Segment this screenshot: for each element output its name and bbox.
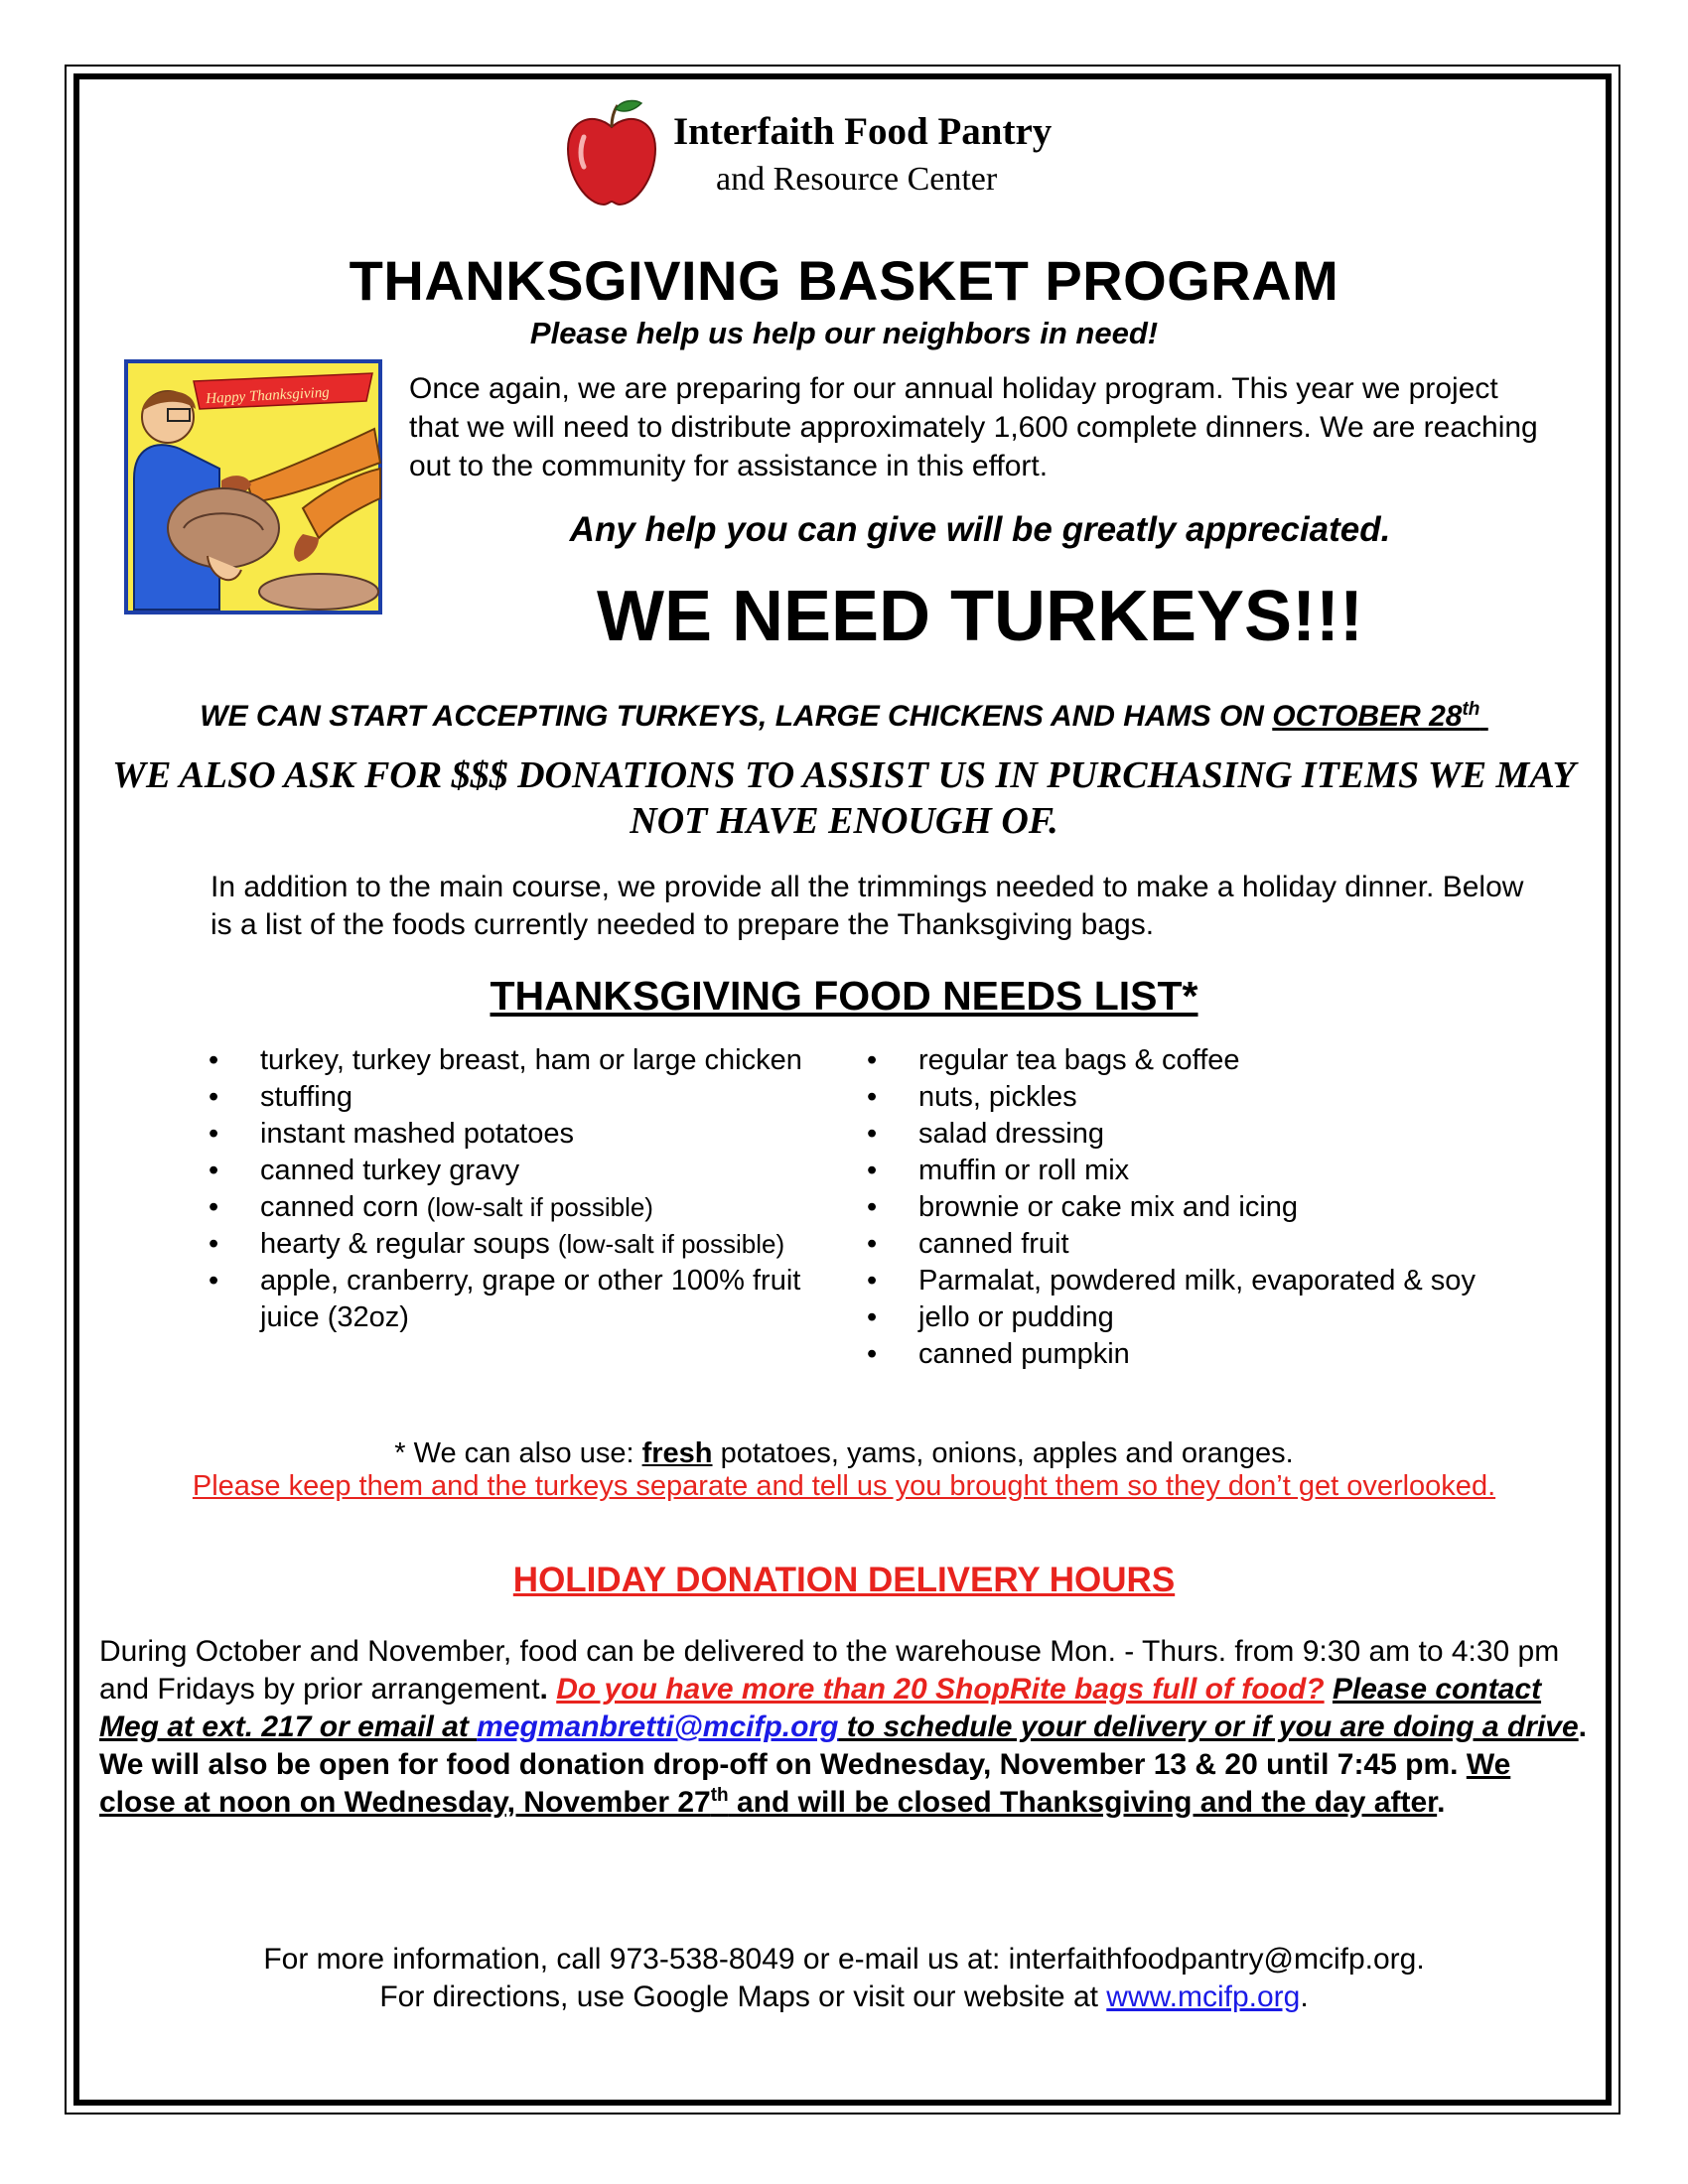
logo-subtitle: and Resource Center	[716, 161, 998, 198]
list-item: • hearty & regular soups (low-salt if possible)	[211, 1226, 846, 1263]
food-list-left	[211, 1042, 846, 1336]
clipart-banner-text: Happy Thanksgiving	[205, 384, 331, 408]
also-use-line: * We can also use: fresh potatoes, yams, onions, apples and oranges.	[394, 1437, 1294, 1469]
closing-notice: We close at noon on Wednesday, November 27th and will be closed Thanksgiving and the day after	[99, 1748, 1511, 1819]
happy-thanksgiving-clipart	[124, 359, 382, 614]
meg-email-link[interactable]: megmanbretti@mcifp.org	[477, 1710, 839, 1743]
keep-separate-warning: Please keep them and the turkeys separate and tell us you brought them so they don’t get overlooked.	[192, 1470, 1496, 1502]
logo-title: Interfaith Food Pantry	[673, 110, 1053, 153]
accepting-date: OCTOBER 28th	[1272, 699, 1480, 733]
list-item: • regular tea bags & coffee	[869, 1042, 1584, 1079]
list-item: • stuffing	[211, 1079, 846, 1116]
food-needs-list-title: THANKSGIVING FOOD NEEDS LIST*	[490, 973, 1198, 1019]
list-item: • canned turkey gravy	[211, 1153, 846, 1189]
addition-paragraph: In addition to the main course, we provide all the trimmings needed to make a holiday dinner. Below is a list of the foods currently needed to prepare the Thanksgiving bags.	[211, 871, 1524, 941]
list-item: • muffin or roll mix	[869, 1153, 1584, 1189]
list-item: • canned corn (low-salt if possible)	[211, 1189, 846, 1226]
logo	[564, 97, 1100, 208]
accepting-text: WE CAN START ACCEPTING TURKEYS, LARGE CHICKENS AND HAMS ON	[200, 700, 1273, 733]
contact-info	[0, 1941, 1688, 2016]
list-item: • turkey, turkey breast, ham or large chicken	[211, 1042, 846, 1079]
page-title: THANKSGIVING BASKET PROGRAM	[349, 249, 1339, 312]
list-item: • canned fruit	[869, 1226, 1584, 1263]
appreciated-text: Any help you can give will be greatly appreciated.	[569, 510, 1391, 549]
accepting-date-line	[0, 699, 1688, 734]
list-item: • Parmalat, powdered milk, evaporated & soy	[869, 1263, 1584, 1299]
directions-line: For directions, use Google Maps or visit our website at www.mcifp.org.	[379, 1980, 1309, 2013]
list-item: • brownie or cake mix and icing	[869, 1189, 1584, 1226]
contact-line: For more information, call 973-538-8049 or e-mail us at: interfaithfoodpantry@mcifp.org.	[263, 1943, 1425, 1976]
delivery-hours-paragraph: During October and November, food can be delivered to the warehouse Mon. - Thurs. from 9:30 am to 4:30 pm and Fridays by prior arrangement. Do you have more than 20 ShopRite bags full of food? Please contact Meg at ext. 217 or email at megmanbretti@mcifp.org to schedule your delivery or if you are doing a drive. We will also be open for food donation drop-off on Wednesday, November 13 & 20 until 7:45 pm. We close at noon on Wednesday, November 27th and will be closed Thanksgiving and the day after.	[99, 1635, 1587, 1819]
list-item: • instant mashed potatoes	[211, 1116, 846, 1153]
page-subtitle: Please help us help our neighbors in need!	[529, 316, 1159, 350]
list-item: • apple, cranberry, grape or other 100% fruit juice (32oz)	[211, 1263, 846, 1336]
list-item: • jello or pudding	[869, 1299, 1584, 1336]
shoprite-bags-question: Do you have more than 20 ShopRite bags full of food?	[556, 1673, 1325, 1706]
website-link[interactable]: www.mcifp.org	[1106, 1980, 1301, 2013]
list-item: • canned pumpkin	[869, 1336, 1584, 1373]
list-item: • salad dressing	[869, 1116, 1584, 1153]
food-list-right	[869, 1042, 1584, 1373]
intro-paragraph: Once again, we are preparing for our annual holiday program. This year we project that we will need to distribute approximately 1,600 complete dinners. We are reaching out to the community for assistance in this effort.	[409, 372, 1538, 482]
apple-icon	[564, 97, 659, 208]
delivery-hours-title: HOLIDAY DONATION DELIVERY HOURS	[512, 1561, 1176, 1599]
donations-appeal: WE ALSO ASK FOR $$$ DONATIONS TO ASSIST US IN PURCHASING ITEMS WE MAY NOT HAVE ENOUGH OF.	[112, 754, 1576, 842]
list-item: • nuts, pickles	[869, 1079, 1584, 1116]
need-turkeys-heading: WE NEED TURKEYS!!!	[597, 577, 1363, 656]
